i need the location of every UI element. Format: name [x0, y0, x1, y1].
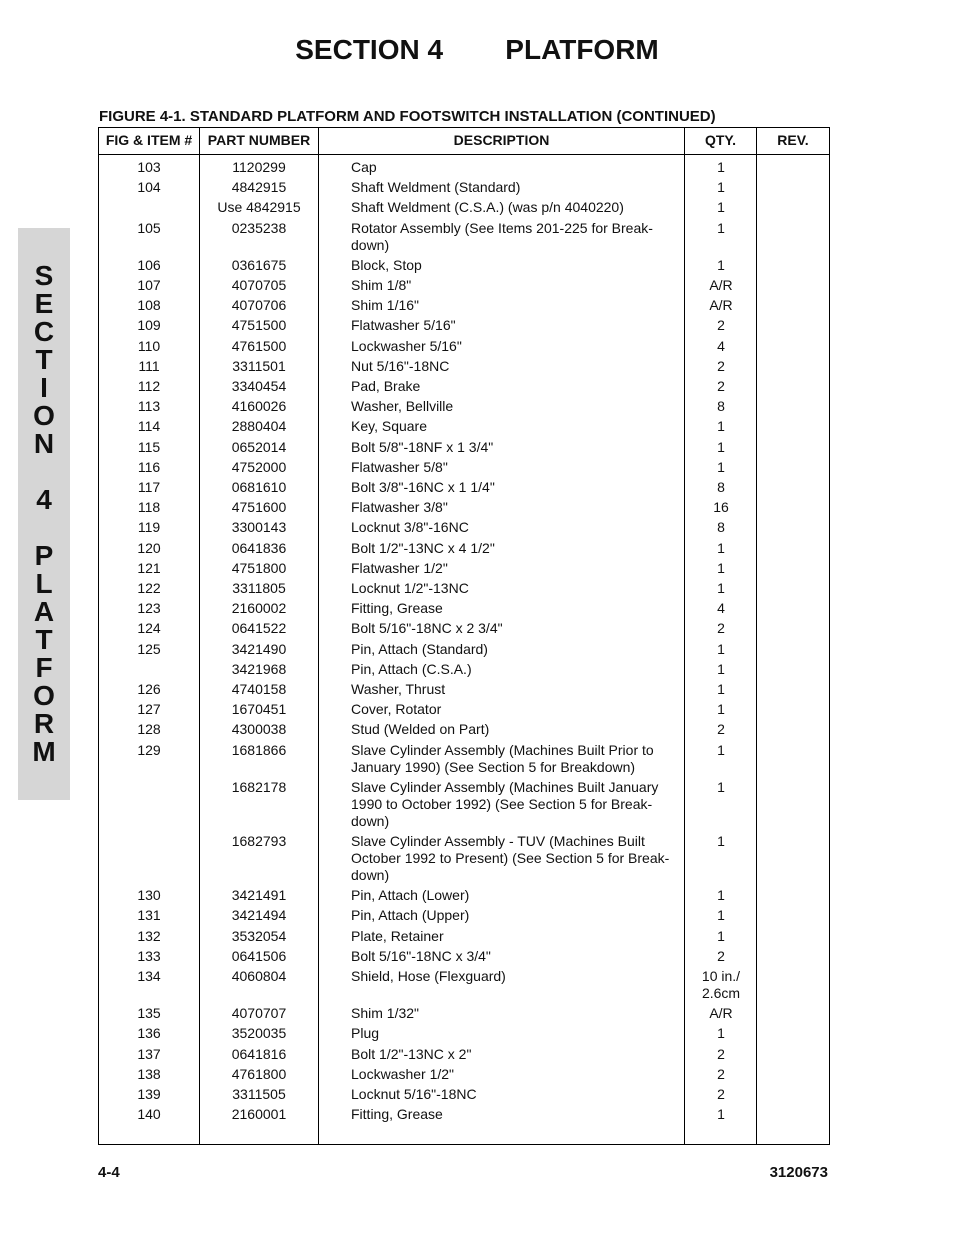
description-cell: Flatwasher 5/8" — [351, 458, 448, 475]
quantity-cell: 1 — [717, 1106, 725, 1123]
table-row — [99, 1086, 829, 1103]
document-number: 3120673 — [769, 1164, 828, 1181]
side-tab-letter: I — [40, 372, 48, 403]
description-cell: Bolt 1/2"-13NC x 4 1/2" — [351, 539, 495, 556]
item-number-cell: 106 — [137, 256, 161, 273]
parts-table — [98, 127, 830, 1145]
item-number-cell: 108 — [137, 297, 161, 314]
part-number-cell: 3421494 — [231, 907, 287, 924]
side-tab-letter: M — [32, 736, 56, 767]
quantity-cell: 2 — [717, 357, 725, 374]
table-row — [99, 681, 829, 698]
description-cell: Shim 1/16" — [351, 297, 420, 314]
table-row — [99, 907, 829, 924]
part-number-cell: 3421490 — [231, 640, 287, 657]
table-row — [99, 499, 829, 516]
item-number-cell: 138 — [137, 1065, 161, 1082]
quantity-cell: A/R — [709, 1005, 733, 1022]
quantity-cell: 1 — [717, 559, 725, 576]
item-number-cell: 130 — [137, 887, 161, 904]
part-number-cell: 2160002 — [231, 600, 287, 617]
part-number-cell: 0652014 — [231, 438, 287, 455]
quantity-cell: 10 in./ 2.6cm — [701, 968, 741, 1001]
table-row — [99, 600, 829, 617]
table-row — [99, 418, 829, 435]
quantity-cell: 1 — [717, 159, 725, 175]
column-header-description: DESCRIPTION — [453, 132, 550, 148]
part-number-cell: 2160001 — [231, 1106, 287, 1123]
table-row — [99, 1025, 829, 1042]
table-row — [99, 297, 829, 314]
side-tab-letter: T — [35, 344, 53, 375]
description-cell: Washer, Bellville — [351, 398, 454, 415]
part-number-cell: 4761800 — [231, 1065, 287, 1082]
table-row — [99, 257, 829, 274]
item-number-cell: 116 — [137, 458, 161, 475]
item-number-cell: 107 — [137, 277, 161, 293]
description-cell: Shaft Weldment (Standard) — [351, 179, 521, 196]
part-number-cell: 2880404 — [231, 418, 287, 435]
quantity-cell: 16 — [713, 499, 729, 516]
description-cell: Flatwasher 1/2" — [351, 559, 448, 576]
column-header-qty: QTY. — [704, 132, 737, 148]
column-header-item: FIG & ITEM # — [105, 132, 193, 148]
description-cell: Nut 5/16"-18NC — [351, 357, 450, 374]
item-number-cell: 135 — [137, 1005, 161, 1022]
table-row — [99, 1106, 829, 1123]
part-number-cell: 4842915 — [231, 179, 287, 196]
quantity-cell: 1 — [717, 907, 725, 924]
part-number-cell: 3311805 — [232, 580, 286, 596]
quantity-cell: 4 — [717, 600, 725, 617]
part-number-cell: 0681610 — [231, 479, 287, 495]
table-row — [99, 179, 829, 196]
description-cell: Pin, Attach (C.S.A.) — [351, 660, 472, 677]
item-number-cell: 114 — [137, 418, 161, 435]
item-number-cell: 137 — [137, 1045, 161, 1062]
quantity-cell: 1 — [717, 256, 725, 273]
side-tab-letter: C — [33, 316, 55, 347]
side-tab-letter: 4 — [36, 484, 52, 515]
table-row — [99, 928, 829, 945]
description-cell: Shim 1/8" — [351, 277, 412, 293]
item-number-cell: 115 — [137, 438, 161, 455]
part-number-cell: 4070706 — [231, 297, 287, 314]
table-row — [99, 742, 829, 776]
side-tab-letter: R — [33, 708, 55, 739]
part-number-cell: 1682178 — [231, 778, 287, 795]
part-number-cell: 4751800 — [231, 559, 287, 576]
item-number-cell: 133 — [137, 947, 161, 964]
description-cell: Key, Square — [351, 418, 428, 435]
item-number-cell: 127 — [137, 701, 161, 718]
description-cell: Lockwasher 5/16" — [351, 337, 462, 354]
table-row — [99, 358, 829, 375]
quantity-cell: 8 — [717, 479, 725, 495]
description-cell: Flatwasher 5/16" — [351, 317, 456, 334]
table-row — [99, 199, 829, 216]
description-cell: Locknut 5/16"-18NC — [351, 1086, 477, 1102]
quantity-cell: 2 — [717, 721, 725, 738]
description-cell: Bolt 3/8"-16NC x 1 1/4" — [351, 479, 495, 495]
description-cell: Plug — [351, 1025, 380, 1042]
table-row — [99, 519, 829, 536]
table-row — [99, 378, 829, 395]
part-number-cell: 4160026 — [231, 398, 287, 415]
part-number-cell: 3340454 — [231, 378, 287, 394]
side-tab-letter: O — [33, 400, 55, 431]
part-number-cell: 1681866 — [231, 741, 287, 758]
part-number-cell: 3300143 — [231, 519, 287, 536]
item-number-cell: 105 — [137, 219, 161, 236]
table-row — [99, 580, 829, 597]
quantity-cell: 1 — [717, 580, 725, 596]
part-number-cell: 0641816 — [231, 1045, 287, 1062]
side-tab-letter: T — [35, 624, 53, 655]
table-row — [99, 620, 829, 637]
item-number-cell: 126 — [137, 681, 161, 697]
quantity-cell: 1 — [717, 179, 725, 196]
description-cell: Slave Cylinder Assembly (Machines Built January 1990 to October 1992) (See Section 5 for Break- down) — [351, 778, 659, 829]
table-row — [99, 721, 829, 738]
column-header-part-number: PART NUMBER — [207, 132, 311, 148]
quantity-cell: 1 — [717, 681, 725, 697]
table-row — [99, 641, 829, 658]
quantity-cell: 1 — [717, 640, 725, 657]
description-cell: Stud (Welded on Part) — [351, 721, 490, 738]
item-number-cell: 109 — [137, 317, 161, 334]
part-number-cell: 4300038 — [231, 721, 287, 738]
part-number-cell: 3421968 — [231, 660, 287, 677]
description-cell: Shim 1/32" — [351, 1005, 420, 1022]
figure-caption: FIGURE 4-1. STANDARD PLATFORM AND FOOTSWITCH INSTALLATION (CONTINUED) — [99, 108, 716, 125]
item-number-cell: 118 — [137, 499, 161, 516]
description-cell: Fitting, Grease — [351, 1106, 443, 1123]
part-number-cell: 3311505 — [232, 1086, 286, 1102]
part-number-cell: 1120299 — [232, 159, 286, 175]
table-row — [99, 1066, 829, 1083]
quantity-cell: 1 — [717, 927, 725, 944]
description-cell: Locknut 1/2"-13NC — [351, 580, 469, 596]
description-cell: Cap — [351, 159, 377, 175]
item-number-cell: 103 — [137, 159, 161, 175]
header-divider — [99, 154, 829, 155]
item-number-cell: 113 — [137, 398, 161, 415]
description-cell: Shaft Weldment (C.S.A.) (was p/n 4040220) — [351, 199, 624, 216]
part-number-cell: 4761500 — [231, 337, 287, 354]
item-number-cell: 122 — [137, 580, 161, 596]
quantity-cell: 1 — [717, 701, 725, 718]
description-cell: Block, Stop — [351, 256, 422, 273]
description-cell: Slave Cylinder Assembly - TUV (Machines Built October 1992 to Present) (See Section 5 for Break- down) — [351, 833, 670, 883]
side-tab-letter: O — [33, 680, 55, 711]
quantity-cell: A/R — [709, 277, 733, 293]
side-tab-letter: P — [34, 540, 54, 571]
part-number-cell: 1670451 — [231, 701, 287, 718]
part-number-cell: Use 4842915 — [217, 199, 301, 216]
description-cell: Pin, Attach (Standard) — [351, 640, 488, 657]
quantity-cell: 2 — [717, 1065, 725, 1082]
part-number-cell: 4060804 — [231, 968, 287, 984]
item-number-cell: 123 — [137, 600, 161, 617]
item-number-cell: 134 — [137, 968, 161, 984]
table-row — [99, 701, 829, 718]
quantity-cell: 2 — [717, 1086, 725, 1102]
description-cell: Fitting, Grease — [351, 600, 443, 617]
quantity-cell: 1 — [717, 438, 725, 455]
table-row — [99, 439, 829, 456]
part-number-cell: 0641522 — [231, 620, 287, 637]
part-number-cell: 0641506 — [231, 947, 287, 964]
description-cell: Slave Cylinder Assembly (Machines Built Prior to January 1990) (See Section 5 for Breakdown) — [351, 741, 654, 775]
part-number-cell: 0641836 — [231, 539, 287, 556]
item-number-cell: 121 — [137, 559, 161, 576]
item-number-cell: 132 — [137, 927, 161, 944]
table-row — [99, 1005, 829, 1022]
description-cell: Pin, Attach (Lower) — [351, 887, 470, 904]
quantity-cell: 2 — [717, 1045, 725, 1062]
table-row — [99, 1046, 829, 1063]
quantity-cell: 1 — [717, 887, 725, 904]
quantity-cell: 2 — [717, 947, 725, 964]
part-number-cell: 4751500 — [231, 317, 287, 334]
page-title: SECTION 4 PLATFORM — [295, 34, 659, 65]
item-number-cell: 136 — [137, 1025, 161, 1042]
part-number-cell: 3311501 — [232, 357, 286, 374]
table-row — [99, 887, 829, 904]
quantity-cell: 8 — [717, 519, 725, 536]
description-cell: Rotator Assembly (See Items 201-225 for Break- down) — [351, 219, 653, 253]
table-row — [99, 277, 829, 294]
item-number-cell: 131 — [137, 907, 161, 924]
table-row — [99, 661, 829, 678]
table-row — [99, 479, 829, 496]
part-number-cell: 4751600 — [231, 499, 287, 516]
page-number: 4-4 — [98, 1164, 120, 1181]
quantity-cell: 1 — [717, 741, 725, 758]
quantity-cell: 1 — [717, 1025, 725, 1042]
item-number-cell: 112 — [137, 378, 161, 394]
quantity-cell: 1 — [717, 458, 725, 475]
quantity-cell: 4 — [717, 337, 725, 354]
quantity-cell: 1 — [717, 418, 725, 435]
quantity-cell: 1 — [717, 778, 725, 795]
part-number-cell: 1682793 — [231, 833, 287, 849]
description-cell: Bolt 5/8"-18NF x 1 3/4" — [351, 438, 494, 455]
table-row — [99, 159, 829, 176]
part-number-cell: 3520035 — [231, 1025, 287, 1042]
item-number-cell: 124 — [137, 620, 161, 637]
side-tab-letter: L — [35, 568, 53, 599]
table-row — [99, 833, 829, 884]
part-number-cell: 3421491 — [231, 887, 287, 904]
part-number-cell: 0235238 — [231, 219, 287, 236]
column-header-rev: REV. — [777, 132, 809, 148]
quantity-cell: A/R — [709, 297, 733, 314]
table-row — [99, 338, 829, 355]
table-row — [99, 968, 829, 1002]
item-number-cell: 104 — [137, 179, 161, 196]
item-number-cell: 111 — [138, 357, 160, 374]
quantity-cell: 8 — [717, 398, 725, 415]
part-number-cell: 4740158 — [231, 681, 287, 697]
item-number-cell: 120 — [137, 539, 161, 556]
description-cell: Washer, Thrust — [351, 681, 446, 697]
description-cell: Plate, Retainer — [351, 927, 444, 944]
section-side-tab — [18, 228, 70, 800]
table-row — [99, 560, 829, 577]
side-tab-letter: A — [33, 596, 55, 627]
part-number-cell: 4070707 — [231, 1005, 287, 1022]
quantity-cell: 1 — [717, 219, 725, 236]
item-number-cell: 125 — [137, 640, 161, 657]
description-cell: Bolt 5/16"-18NC x 3/4" — [351, 947, 491, 964]
side-tab-letter: E — [34, 288, 54, 319]
item-number-cell: 129 — [137, 741, 161, 758]
table-row — [99, 948, 829, 965]
item-number-cell: 140 — [137, 1106, 161, 1123]
item-number-cell: 119 — [137, 519, 161, 536]
table-row — [99, 540, 829, 557]
table-row — [99, 779, 829, 830]
description-cell: Shield, Hose (Flexguard) — [351, 968, 506, 984]
quantity-cell: 1 — [717, 199, 725, 216]
item-number-cell: 139 — [137, 1086, 161, 1102]
description-cell: Bolt 1/2"-13NC x 2" — [351, 1045, 472, 1062]
item-number-cell: 128 — [137, 721, 161, 738]
table-row — [99, 317, 829, 334]
part-number-cell: 0361675 — [231, 256, 287, 273]
item-number-cell: 110 — [137, 337, 161, 354]
description-cell: Lockwasher 1/2" — [351, 1065, 455, 1082]
description-cell: Cover, Rotator — [351, 701, 442, 718]
side-tab-letter: F — [35, 652, 53, 683]
quantity-cell: 1 — [717, 539, 725, 556]
quantity-cell: 1 — [717, 660, 725, 677]
description-cell: Bolt 5/16"-18NC x 2 3/4" — [351, 620, 503, 637]
description-cell: Locknut 3/8"-16NC — [351, 519, 469, 536]
quantity-cell: 1 — [717, 833, 725, 849]
side-tab-letter: S — [34, 260, 54, 291]
part-number-cell: 4752000 — [231, 458, 287, 475]
description-cell: Pad, Brake — [351, 378, 421, 394]
table-row — [99, 220, 829, 254]
item-number-cell: 117 — [137, 479, 161, 495]
table-row — [99, 459, 829, 476]
part-number-cell: 4070705 — [231, 277, 287, 293]
description-cell: Flatwasher 3/8" — [351, 499, 448, 516]
table-row — [99, 398, 829, 415]
side-tab-letter: N — [33, 428, 55, 459]
quantity-cell: 2 — [717, 317, 725, 334]
quantity-cell: 2 — [717, 378, 725, 394]
part-number-cell: 3532054 — [231, 927, 287, 944]
description-cell: Pin, Attach (Upper) — [351, 907, 470, 924]
quantity-cell: 2 — [717, 620, 725, 637]
